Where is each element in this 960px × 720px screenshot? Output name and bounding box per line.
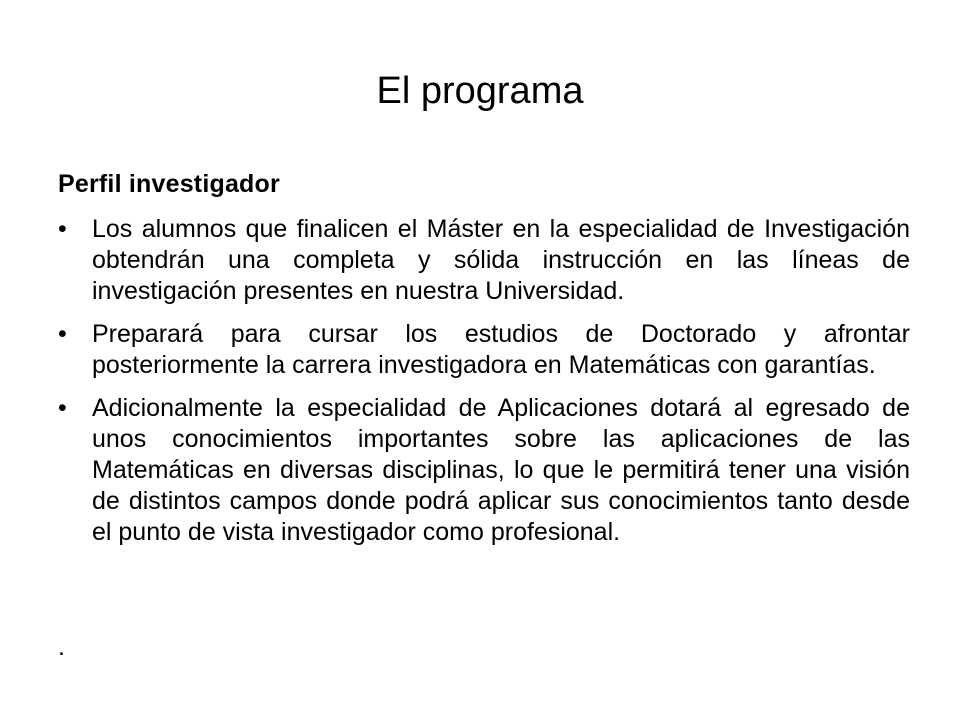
bullet-text: Los alumnos que finalicen el Máster en la especialidad de Investigación obtendrán una completa y sólida instrucción en las líneas de investigación presentes en nuestra Universidad. [92,215,910,305]
trailing-period: . [58,633,65,661]
bullet-list [58,214,910,548]
bullet-icon: • [58,320,67,348]
bullet-item [58,214,910,307]
bullet-icon: • [58,215,67,243]
bullet-icon: • [58,394,67,422]
slide-content [58,168,910,560]
slide-title: El programa [376,70,584,112]
section-heading: Perfil investigador [58,170,280,198]
bullet-text: Preparará para cursar los estudios de Doctorado y afrontar posteriormente la carrera investigadora en Matemáticas con garantías. [92,320,910,379]
bullet-item [58,393,910,548]
bullet-item [58,319,910,381]
bullet-text: Adicionalmente la especialidad de Aplicaciones dotará al egresado de unos conocimientos importantes sobre las aplicaciones de las Matemáticas en diversas disciplinas, lo que le permitirá tener una visión de distintos campos donde podrá aplicar sus conocimientos tanto desde el punto de vista investigador como profesional. [92,394,910,546]
